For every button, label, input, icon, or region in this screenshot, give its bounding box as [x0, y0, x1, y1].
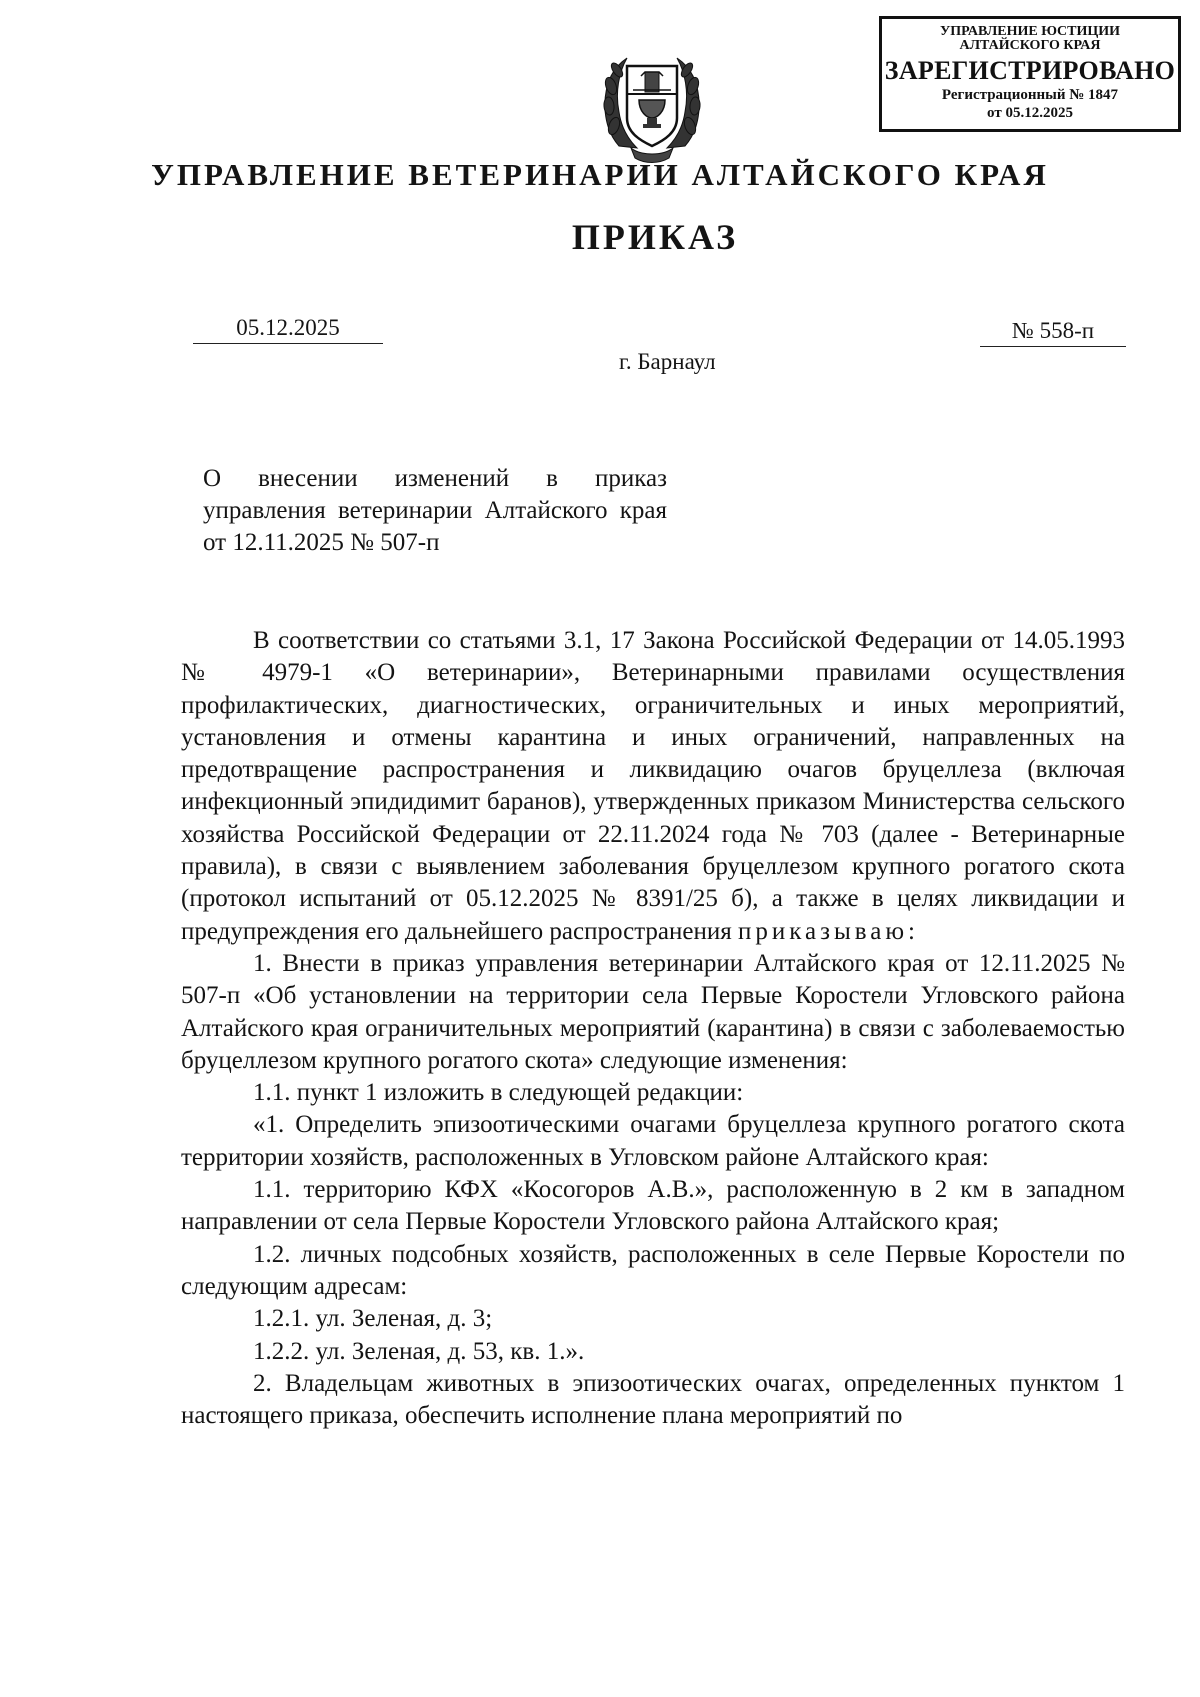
body-paragraph: 1. Внести в приказ управления ветеринарии Алтайского края от 12.11.2025 № 507-п «Об установлении на территории села Первые Коростели Угловского района Алтайского края ограничительных мероприятий (карантина) в связи с заболеваемостью бруцеллезом крупного рогатого скота» следующие изменения: — [181, 949, 1125, 1074]
order-body — [181, 625, 1125, 1432]
body-paragraph: «1. Определить эпизоотическими очагами бруцеллеза крупного рогатого скота территории хозяйств, расположенных в Угловском районе Алтайского края: — [181, 1111, 1125, 1171]
stamp-org-line1: УПРАВЛЕНИЕ ЮСТИЦИИ — [940, 24, 1120, 39]
stamp-reg-number: Регистрационный № 1847 — [941, 87, 1119, 103]
order-word: приказываю: — [738, 917, 920, 945]
registration-stamp — [879, 16, 1181, 132]
order-date: 05.12.2025 — [193, 313, 383, 344]
stamp-org-line2: АЛТАЙСКОГО КРАЯ — [959, 38, 1101, 53]
body-paragraph: 1.1. пункт 1 изложить в следующей редакции: — [253, 1079, 744, 1107]
organization-title: УПРАВЛЕНИЕ ВЕТЕРИНАРИИ АЛТАЙСКОГО КРАЯ — [151, 157, 1049, 192]
order-number: № 558-п — [980, 316, 1126, 347]
order-city: г. Барнаул — [619, 349, 716, 374]
preamble-text: В соответствии со статьями 3.1, 17 Закона Российской Федерации от 14.05.1993 № 4979-1 «О ветеринарии», Ветеринарными правилами осуществления профилактических, диагностических, ограничительных и иных мероприятий, установления и отмены карантина и иных ограничений, направленных на предотвращение распространения и ликвидацию очагов бруцеллеза (включая инфекционный эпидидимит баранов), утвержденных приказом Министерства сельского хозяйства Российской Федерации от 22.11.2024 года № 703 (далее - Ветеринарные правила), в связи с выявлением заболевания бруцеллезом крупного рогатого скота (протокол испытаний от 05.12.2025 № 8391/25 б), а также в целях ликвидации и предупреждения его дальнейшего распространения — [181, 627, 1125, 945]
body-paragraph: 1.2. личных подсобных хозяйств, расположенных в селе Первые Коростели по следующим адресам: — [181, 1240, 1125, 1300]
body-paragraph: 1.2.1. ул. Зеленая, д. 3; — [253, 1305, 493, 1333]
document-type: ПРИКАЗ — [571, 217, 739, 257]
body-paragraph: 1.2.2. ул. Зеленая, д. 53, кв. 1.». — [253, 1337, 585, 1365]
stamp-status: ЗАРЕГИСТРИРОВАНО — [884, 56, 1176, 85]
altai-krai-coat-of-arms-icon — [597, 36, 707, 166]
body-paragraph: 2. Владельцам животных в эпизоотических очагах, определенных пунктом 1 настоящего приказа, обеспечить исполнение плана мероприятий по — [181, 1369, 1125, 1430]
stamp-reg-date: от 05.12.2025 — [987, 105, 1073, 121]
body-paragraph: 1.1. территорию КФХ «Косогоров А.В.», расположенную в 2 км в западном направлении от села Первые Коростели Угловского района Алтайского края; — [181, 1176, 1125, 1236]
preamble-paragraph — [181, 625, 1125, 948]
order-subject: О внесении изменений в приказ управления ветеринарии Алтайского края от 12.11.2025 № 507-п — [203, 465, 667, 556]
